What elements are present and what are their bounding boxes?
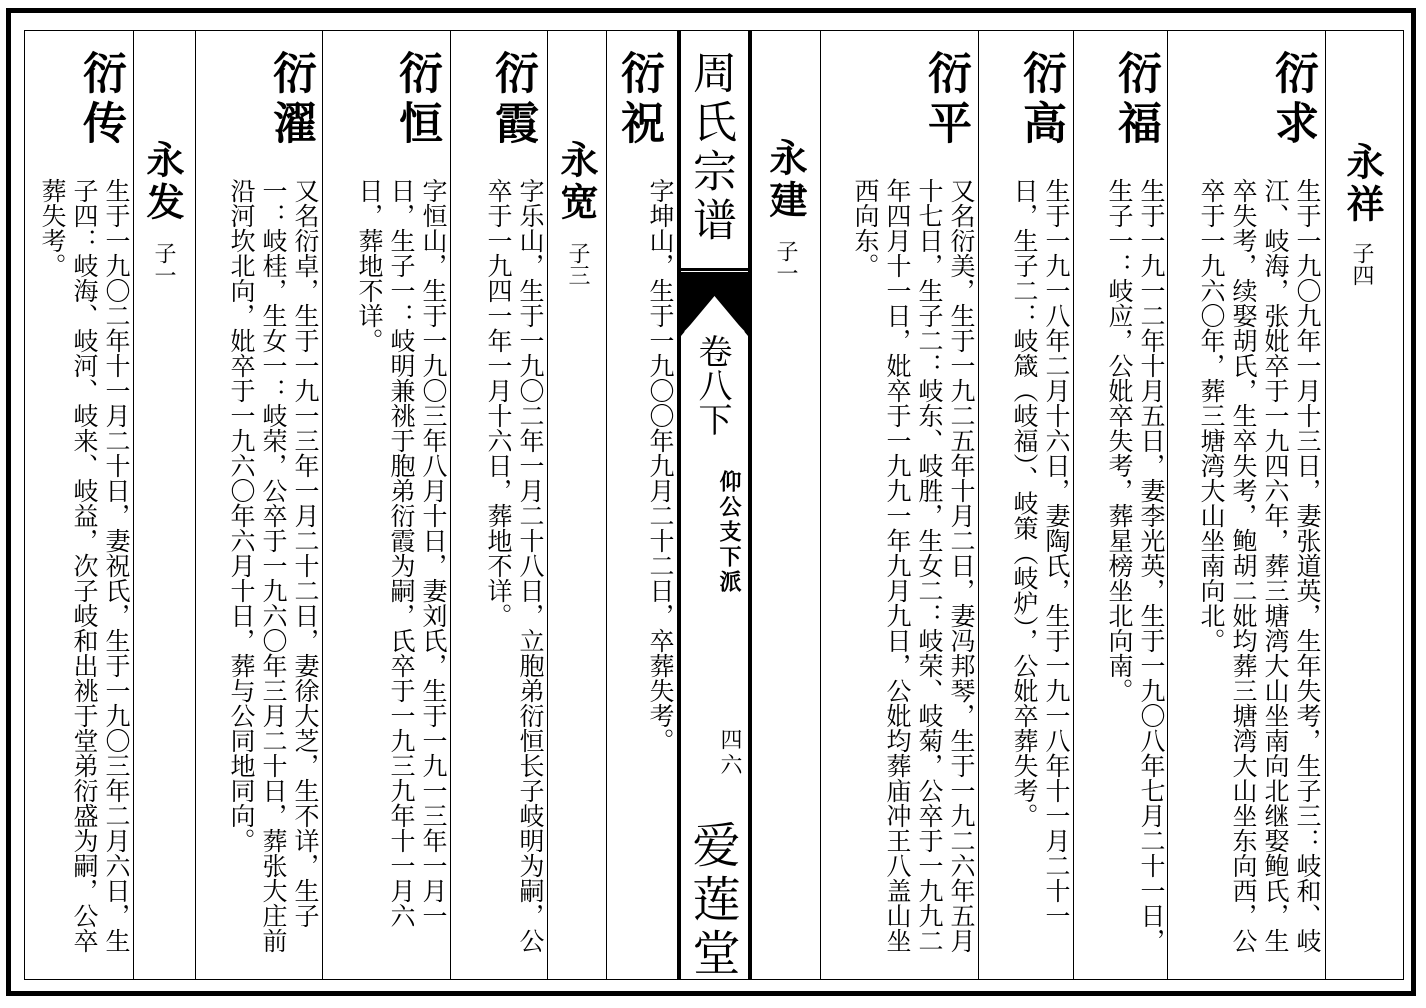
entry-text: 生于一九一八年二月十六日，妻陶氏，生于一九一八年十一月二十一日，生子二：岐箴（岐福）、岐策（岐炉），公妣卒葬失考。 xyxy=(1010,178,1071,928)
column-divider xyxy=(1167,30,1168,980)
entry-text: 字乐山，生于一九〇二年一月二十八日，立胞弟衍恒长子岐明为嗣，公卒于一九四一年一月十六日，葬地不详。 xyxy=(484,178,545,953)
person-name: 衍福 xyxy=(1110,50,1161,150)
son-count: 子三 xyxy=(565,242,590,286)
spine-rule xyxy=(681,268,748,271)
column-divider xyxy=(322,30,323,980)
person-name: 衍濯 xyxy=(265,50,316,150)
generation-name: 永建 xyxy=(763,138,808,222)
person-name: 衍平 xyxy=(920,50,971,150)
person-name: 衍恒 xyxy=(391,50,442,150)
branch-label: 仰公支下派 xyxy=(716,470,742,595)
spine-left-rule xyxy=(677,30,681,980)
generation-name: 永祥 xyxy=(1340,142,1385,226)
son-count: 子一 xyxy=(773,240,798,284)
column-divider xyxy=(450,30,451,980)
son-count: 子四 xyxy=(1349,242,1374,286)
entry-text: 生于一九〇二年十一月二十日，妻祝氏，生于一九〇三年二月六日，生子四：岐海、岐河、岐来、岐益，次子岐和出祧于堂弟衍盛为嗣，公卒葬失考。 xyxy=(38,178,131,953)
column-divider xyxy=(978,30,979,980)
column-divider xyxy=(820,30,821,980)
son-count: 子一 xyxy=(151,242,176,286)
column-divider xyxy=(547,30,548,980)
column-divider xyxy=(133,30,134,980)
column-divider xyxy=(1073,30,1074,980)
volume-label: 卷八下 xyxy=(692,334,732,436)
person-name: 衍求 xyxy=(1267,50,1318,150)
entry-text: 字恒山，生于一九〇三年八月十日，妻刘氏，生于一九一三年一月一日，生子一：岐明兼祧于胞弟衍霞为嗣，氏卒于一九三九年十一月六日，葬地不详。 xyxy=(355,178,448,928)
fishtail-ornament xyxy=(681,272,748,336)
page-number: 四六 xyxy=(717,728,742,778)
generation-name: 永宽 xyxy=(554,140,599,224)
column-divider xyxy=(195,30,196,980)
spine-right-rule xyxy=(748,30,752,980)
column-divider xyxy=(1325,30,1326,980)
entry-text: 又名衍美，生于一九二五年十月二日，妻冯邦琴，生于一九二六年五月十七日，生子二：岐东、岐胜，生女二：岐荣、岐菊，公卒于一九九二年四月十一日，妣卒于一九九一年九月九日，公妣均葬庙冲王八盖山坐西向东。 xyxy=(851,178,976,953)
entry-text: 生于一九一二年十月五日，妻李光英，生于一九〇八年七月二十一日，生子一：岐应，公妣卒失考，葬星榜坐北向南。 xyxy=(1105,178,1166,953)
entry-text: 生于一九〇九年一月十三日，妻张道英，生年失考，生子三：岐和、岐江、岐海，张妣卒于一九四六年，葬三塘湾大山坐南向北继娶鲍氏，生卒失考，续娶胡氏，生卒失考，鲍胡二妣均葬三塘湾大山坐东向西，公卒于一九六〇年，葬三塘湾大山坐南向北。 xyxy=(1197,178,1322,953)
column-divider xyxy=(606,30,607,980)
person-name: 衍高 xyxy=(1015,50,1066,150)
entry-text: 又名衍卓，生于一九一三年一月二十二日，妻徐大芝，生不详，生子一：岐桂，生女一：岐荣，公卒于一九六〇年三月二十日，葬张大庄前沿河坎北向，妣卒于一九六〇年六月十日，葬与公同地同向。 xyxy=(227,178,320,953)
hall-name: 爱莲堂 xyxy=(684,820,740,982)
genealogy-title: 周氏宗谱 xyxy=(685,50,736,246)
person-name: 衍传 xyxy=(75,50,126,150)
person-name: 衍祝 xyxy=(613,50,664,150)
generation-name: 永发 xyxy=(140,140,185,224)
person-name: 衍霞 xyxy=(487,50,538,150)
entry-text: 字坤山，生于一九〇〇年九月二十二日，卒葬失考。 xyxy=(646,178,675,753)
